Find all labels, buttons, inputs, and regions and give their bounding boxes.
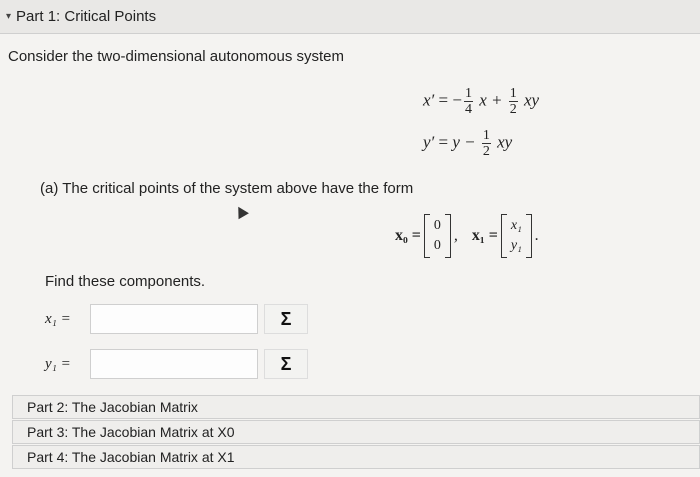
problem-prompt: Consider the two-dimensional autonomous system [8, 48, 344, 65]
eq2-lhs: y′ [423, 132, 435, 152]
eq1-lhs: x′ [423, 90, 435, 110]
eq1-frac1-num: 1 [464, 86, 472, 101]
eq2-frac-den: 2 [482, 144, 490, 159]
part-3-title: Part 3: The Jacobian Matrix at X0 [27, 424, 235, 440]
equation-x-prime [423, 86, 539, 117]
x0-bottom: 0 [433, 238, 441, 253]
x1-bottom: y₁ [510, 238, 522, 253]
vector-separator: , [453, 227, 458, 244]
sigma-icon[interactable]: Σ [264, 304, 308, 334]
eq2-term1: y − [452, 132, 476, 152]
part-1-header[interactable] [0, 0, 700, 34]
x1-answer-label: x₁ = [45, 310, 71, 327]
part-2-header[interactable] [12, 395, 700, 419]
eq1-fraction-1 [464, 86, 473, 117]
eq1-equals: = [438, 90, 449, 110]
eq2-frac-num: 1 [482, 128, 490, 143]
part-4-title: Part 4: The Jacobian Matrix at X1 [27, 449, 235, 465]
x1-cells [507, 216, 526, 256]
mouse-cursor-icon [233, 204, 249, 220]
eq1-frac2-den: 2 [509, 102, 517, 117]
part-4-header[interactable] [12, 445, 700, 469]
eq2-term2: xy [497, 132, 513, 152]
x0-cells [430, 216, 445, 256]
sigma-icon[interactable]: Σ [264, 349, 308, 379]
question-a: (a) The critical points of the system above have the form [40, 180, 414, 197]
x1-answer-row [45, 304, 308, 334]
x1-vector [501, 214, 532, 258]
part-1-panel [0, 34, 700, 477]
x1-answer-input[interactable] [90, 304, 258, 334]
part-1-title: Part 1: Critical Points [16, 8, 157, 25]
eq1-frac2-num: 1 [509, 86, 517, 101]
x0-vector [424, 214, 451, 258]
eq1-term2: xy [523, 90, 540, 110]
x1-top: x₁ [510, 218, 522, 233]
y1-answer-input[interactable] [90, 349, 258, 379]
x0-label: x₀ = [395, 227, 421, 244]
right-bracket [526, 214, 532, 258]
y1-answer-label: y₁ = [45, 355, 71, 372]
part-2-title: Part 2: The Jacobian Matrix [27, 399, 198, 415]
part-3-header[interactable] [12, 420, 700, 444]
eq1-fraction-2 [509, 86, 518, 117]
eq2-equals: = [438, 132, 449, 152]
chevron-down-icon: ▾ [6, 11, 12, 22]
y1-answer-row [45, 349, 308, 379]
eq1-frac1-den: 4 [464, 102, 472, 117]
vector-end-period: . [534, 227, 539, 244]
find-components-text: Find these components. [45, 273, 206, 290]
x0-top: 0 [433, 218, 441, 233]
equation-y-prime [423, 128, 512, 159]
eq1-minus: − [452, 90, 462, 110]
eq2-fraction [482, 128, 491, 159]
x1-label: x₁ = [471, 227, 498, 244]
right-bracket [445, 214, 451, 258]
eq1-term1: x + [479, 90, 503, 110]
critical-points-form [395, 214, 539, 258]
